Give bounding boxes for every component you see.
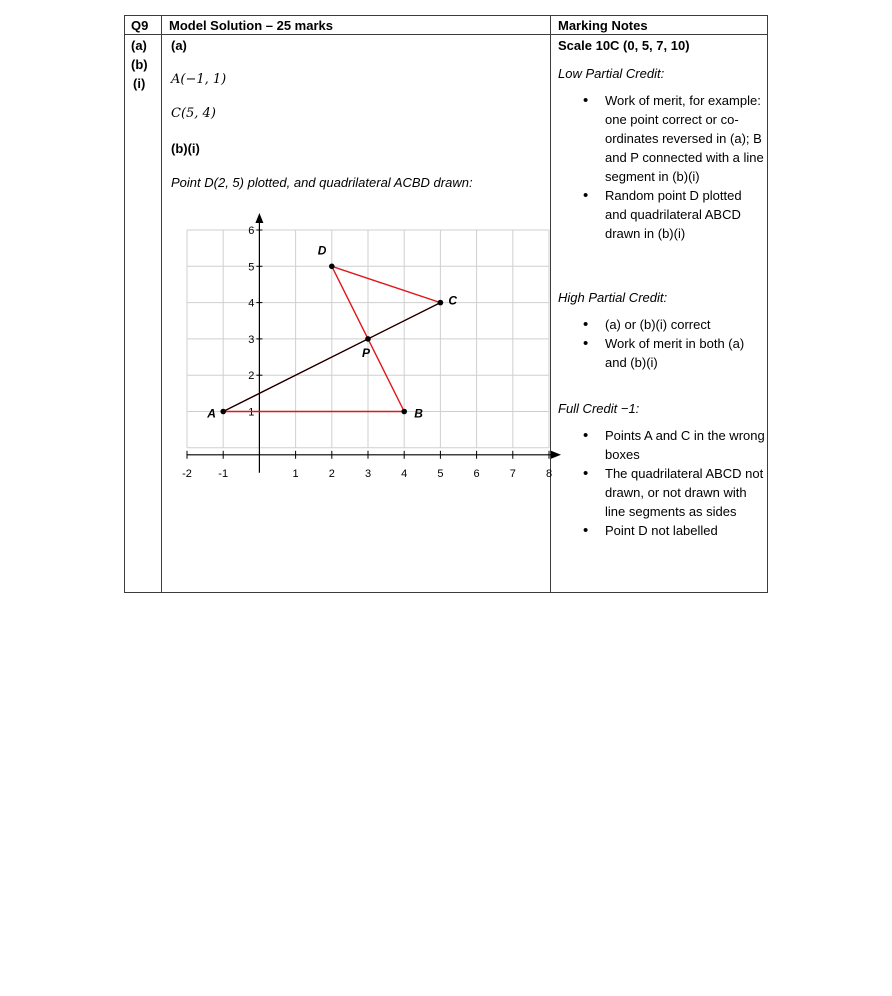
x-tick-label: -2	[182, 467, 192, 480]
y-tick-label: 3	[248, 333, 255, 346]
point-label-a: A	[207, 406, 216, 421]
solution-part-a: (a)	[171, 38, 187, 53]
point-d	[329, 264, 335, 270]
y-tick-label: 4	[248, 297, 255, 310]
x-tick-label: 8	[545, 467, 553, 480]
question-number: Q9	[131, 18, 149, 33]
y-tick-label: 2	[248, 370, 255, 383]
low-credit-title: Low Partial Credit:	[558, 66, 665, 81]
high-credit-title: High Partial Credit:	[558, 290, 668, 305]
point-a	[220, 409, 226, 415]
column-divider	[161, 16, 162, 592]
x-tick-label: 5	[437, 467, 444, 480]
x-axis-arrow-icon	[551, 451, 561, 459]
solution-statement: Point D(2, 5) plotted, and quadrilateral ACBD drawn:	[171, 175, 473, 190]
list-item: • Work of merit, for example: one point correct or co-ordinates reversed in (a); B and P connected with a line segment in (b)(i)	[561, 91, 765, 186]
scale-label: Scale 10C (0, 5, 7, 10)	[558, 38, 690, 53]
x-tick-label: 3	[364, 467, 372, 480]
list-item: • (a) or (b)(i) correct	[561, 315, 765, 334]
list-item: • Point D not labelled	[561, 521, 765, 540]
point-c-coordinates: C(5, 4)	[171, 106, 216, 121]
high-credit-list	[561, 315, 765, 372]
full-credit-title: Full Credit −1:	[558, 401, 640, 416]
notes-header: Marking Notes	[558, 18, 648, 33]
list-item: • The quadrilateral ABCD not drawn, or not drawn with line segments as sides	[561, 464, 765, 521]
list-item: • Work of merit in both (a) and (b)(i)	[561, 334, 765, 372]
x-tick-label: 2	[328, 467, 335, 480]
y-tick-label: 5	[248, 261, 255, 274]
point-c	[438, 300, 444, 306]
point-label-c: C	[448, 293, 458, 308]
x-tick-label: 1	[292, 467, 299, 480]
point-a-coordinates: A(−1, 1)	[171, 72, 227, 87]
solution-header: Model Solution – 25 marks	[169, 18, 333, 33]
x-tick-label: -1	[218, 467, 229, 480]
y-tick-label: 6	[248, 225, 255, 237]
point-label-p: P	[362, 345, 371, 360]
solution-part-bi: (b)(i)	[171, 141, 200, 156]
x-tick-label: 4	[401, 467, 408, 480]
x-tick-label: 6	[473, 467, 480, 480]
part-label-i: (i)	[133, 76, 146, 91]
point-p	[365, 336, 371, 342]
point-b	[401, 409, 407, 415]
coordinate-graph	[170, 200, 590, 480]
y-tick-label: 1	[248, 406, 255, 419]
part-label-a: (a)	[131, 38, 147, 53]
list-item: • Points A and C in the wrong boxes	[561, 426, 765, 464]
list-item: • Random point D plotted and quadrilateral ABCD drawn in (b)(i)	[561, 186, 765, 243]
header-divider	[125, 34, 767, 35]
x-tick-label: 7	[509, 467, 516, 480]
low-credit-list	[561, 91, 765, 243]
point-label-d: D	[317, 243, 327, 258]
full-credit-list	[561, 426, 765, 540]
y-axis-arrow-icon	[255, 213, 263, 223]
point-label-b: B	[414, 406, 423, 421]
part-label-b: (b)	[131, 57, 148, 72]
